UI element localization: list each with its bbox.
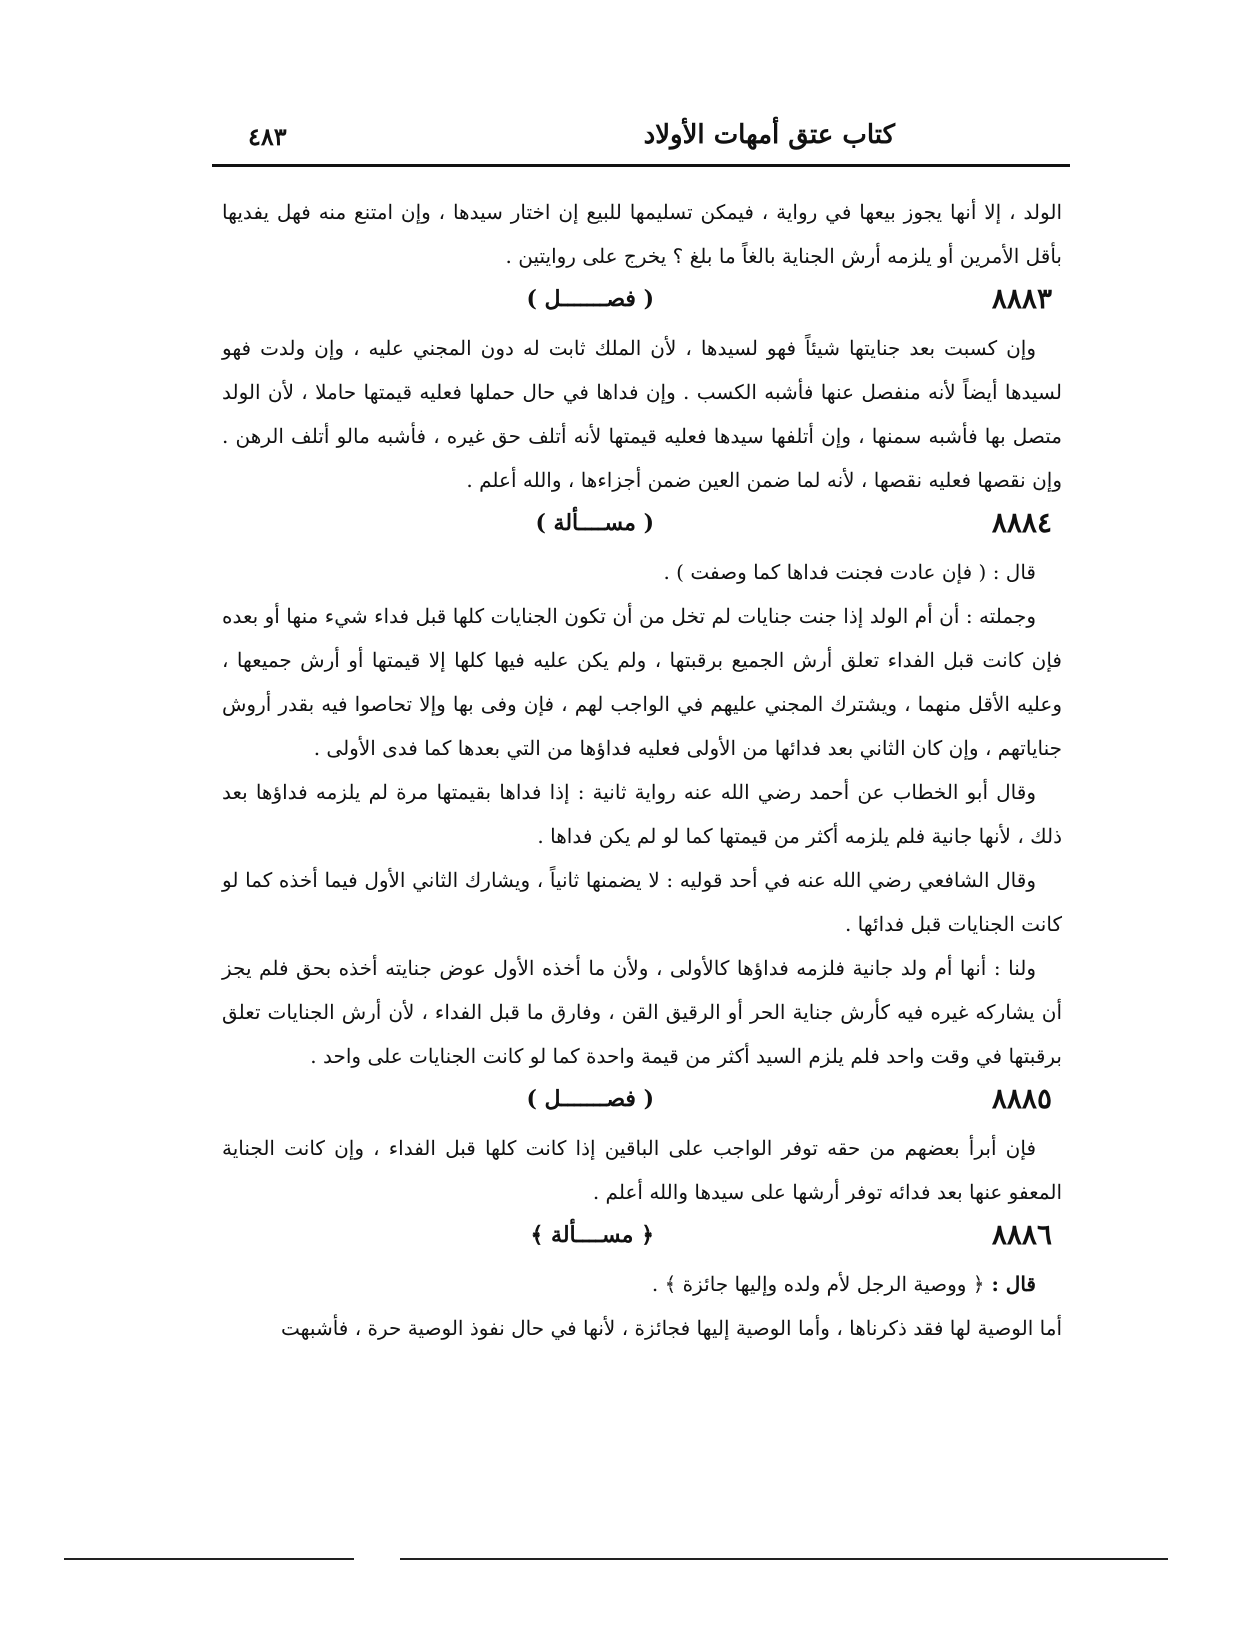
paragraph: [222, 594, 1062, 770]
section-label: ( فصـــــــل ): [526, 1086, 654, 1112]
paragraph-text: وقال الشافعي رضي الله عنه في أحد قوليه : لا يضمنها ثانياً ، ويشارك الثاني الأول فيما أخذه كما لو كانت الجنايات قبل فدائها .: [222, 868, 1062, 936]
section-number: ٨٨٨٣: [991, 282, 1052, 315]
paragraph-text: الولد ، إلا أنها يجوز بيعها في رواية ، فيمكن تسليمها للبيع إن اختار سيدها ، وإن امتنع منه فهل يفديها بأقل الأمرين أو يلزمه أرش الجناية بالغاً ما بلغ ؟ يخرج على روايتين .: [222, 200, 1062, 268]
section-number: ٨٨٨٥: [991, 1082, 1052, 1115]
section-label: ﴿ مســــألة ﴾: [530, 1222, 654, 1248]
paragraph-text: ولنا : أنها أم ولد جانية فلزمه فداؤها كالأولى ، ولأن ما أخذه الأول عوض جنايته أخذه بحق فلم يجز أن يشاركه غيره فيه كأرش جناية الحر أو الرقيق القن ، وفارق ما قبل الفداء ، لأن أرش الجنايات تعلق برقبتها في وقت واحد فلم يلزم السيد أكثر من قيمة واحدة كما لو كانت الجنايات على واحد .: [222, 956, 1062, 1068]
paragraph: [222, 770, 1062, 858]
paragraph: [222, 1306, 1062, 1350]
footer-rule-right: [400, 1558, 1168, 1560]
paragraph-text: وقال أبو الخطاب عن أحمد رضي الله عنه رواية ثانية : إذا فداها بقيمتها مرة لم يلزمه فداؤها بعد ذلك ، لأنها جانية فلم يلزمه أكثر من قيمتها كما لو لم يكن فداها .: [222, 780, 1062, 848]
paragraph: [222, 858, 1062, 946]
section-number: ٨٨٨٦: [991, 1218, 1052, 1251]
main-text: [222, 190, 1062, 1350]
page-number: ٤٨٣: [248, 122, 287, 151]
section-heading: [222, 1214, 1062, 1262]
paragraph: [222, 550, 1062, 594]
paragraph-text: وجملته : أن أم الولد إذا جنت جنايات لم تخل من أن تكون الجنايات كلها قبل فداء شيء منها أو بعده فإن كانت قبل الفداء تعلق أرش الجميع برقبتها ، ولم يكن عليه فيها كلها إلا قيمتها أو أرش جميعها ، وعليه الأقل منهما ، ويشترك المجني عليهم في الواجب لهم ، فإن وفى بها وإلا تحاصوا فيه بقدر أروش جناياتهم ، وإن كان الثاني بعد فدائها من الأولى فعليه فداؤها من التي بعدها كما فدى الأولى .: [222, 604, 1062, 760]
paragraph: [222, 1262, 1062, 1306]
header-rule: [212, 164, 1070, 167]
paragraph: [222, 326, 1062, 502]
section-label: ( فصـــــــل ): [526, 286, 654, 312]
paragraph-text: وإن كسبت بعد جنايتها شيئاً فهو لسيدها ، لأن الملك ثابت له دون المجني عليه ، وإن ولدت فهو لسيدها أيضاً لأنه منفصل عنها فأشبه الكسب . وإن فداها في حال حملها فعليه قيمتها حاملا ، لأن الولد متصل بها فأشبه سمنها ، وإن أتلفها سيدها فعليه قيمتها لأنه أتلف حق غيره ، فأشبه مالو أتلف الرهن . وإن نقصها فعليه نقصها ، لأنه لما ضمن العين ضمن أجزاءها ، والله أعلم .: [222, 336, 1062, 492]
section-heading: [222, 278, 1062, 326]
paragraph-text: أما الوصية لها فقد ذكرناها ، وأما الوصية إليها فجائزة ، لأنها في حال نفوذ الوصية حرة ، فأشبهت: [281, 1316, 1062, 1340]
section-label: ( مســــألة ): [535, 510, 654, 536]
paragraph-lead: قال :: [984, 1272, 1036, 1296]
footer-rule-left: [64, 1558, 354, 1560]
paragraph-text: ﴿ ووصية الرجل لأم ولده وإليها جائزة ﴾ .: [651, 1272, 985, 1296]
paragraph-text: قال : ( فإن عادت فجنت فداها كما وصفت ) .: [663, 560, 1036, 584]
paragraph: [222, 190, 1062, 278]
paragraph-text: فإن أبرأ بعضهم من حقه توفر الواجب على الباقين إذا كانت كلها قبل الفداء ، وإن كانت الجناية المعفو عنها بعد فدائه توفر أرشها على سيدها والله أعلم .: [222, 1136, 1062, 1204]
running-title: كتاب عتق أمهات الأولاد: [643, 120, 895, 150]
section-heading: [222, 1078, 1062, 1126]
section-heading: [222, 502, 1062, 550]
running-header: [212, 112, 1070, 162]
paragraph: [222, 946, 1062, 1078]
section-number: ٨٨٨٤: [991, 506, 1052, 539]
paragraph: [222, 1126, 1062, 1214]
